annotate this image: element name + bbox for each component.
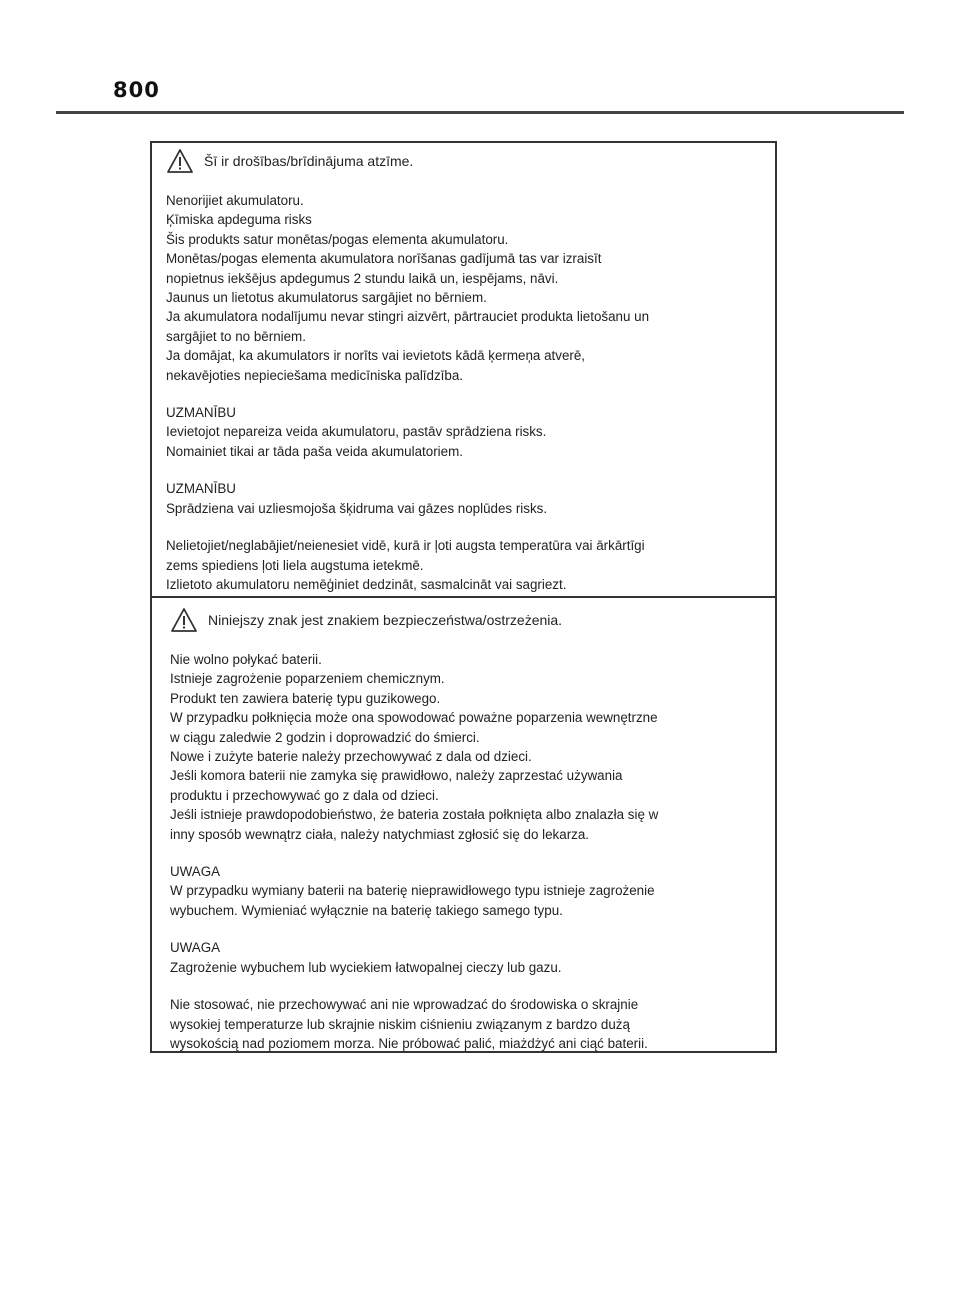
text-line: Ķīmiska apdeguma risks — [166, 212, 312, 228]
text-line: nopietnus iekšējus apdegumus 2 stundu laikā un, iespējams, nāvi. — [166, 270, 559, 286]
text-line: Nowe i zużyte baterie należy przechowywać z dala od dzieci. — [170, 749, 532, 765]
text-line: UZMANĪBU — [166, 405, 236, 421]
warning-section-polish — [152, 598, 775, 1051]
text-line: Jaunus un lietotus akumulatorus sargājiet no bērniem. — [166, 290, 487, 306]
caution-paragraph — [170, 938, 769, 977]
text-line: inny sposób wewnątrz ciała, należy natychmiast zgłosić się do lekarza. — [170, 826, 590, 842]
text-line: Nelietojiet/neglabājiet/neienesiet vidē, kurā ir ļoti augsta temperatūra vai ārkārtīgi — [166, 538, 645, 554]
caution-paragraph — [166, 403, 769, 461]
caution-paragraph — [170, 862, 769, 920]
section-heading: Niniejszy znak jest znakiem bezpieczeństwa/ostrzeżenia. — [208, 612, 563, 628]
text-line: Nenorijiet akumulatoru. — [166, 193, 304, 208]
warning-triangle-icon — [170, 607, 198, 633]
text-line: Izlietoto akumulatoru nemēģiniet dedzināt, sasmalcināt vai sagriezt. — [166, 576, 567, 592]
warning-triangle-icon — [166, 148, 194, 174]
text-line: w ciągu zaledwie 2 godzin i doprowadzić do śmierci. — [170, 729, 480, 745]
text-line: wysokością nad poziomem morza. Nie próbować palić, miażdżyć ani ciąć baterii. — [170, 1035, 648, 1051]
text-line: Ja akumulatora nodalījumu nevar stingri aizvērt, pārtrauciet produkta lietošanu un — [166, 309, 650, 325]
usage-paragraph — [170, 995, 769, 1053]
caution-paragraph — [166, 479, 769, 518]
text-line: wybuchem. Wymieniać wyłącznie na baterię takiego samego typu. — [170, 902, 563, 918]
text-line: Nie stosować, nie przechowywać ani nie wprowadzać do środowiska o skrajnie — [170, 997, 639, 1013]
warning-paragraph — [170, 650, 769, 844]
text-line: W przypadku połknięcia może ona spowodować poważne poparzenia wewnętrzne — [170, 710, 658, 726]
text-line: sargājiet to no bērniem. — [166, 328, 306, 344]
text-line: UZMANĪBU — [166, 481, 236, 497]
text-line: Sprādziena vai uzliesmojoša šķidruma vai gāzes noplūdes risks. — [166, 500, 548, 516]
usage-paragraph — [166, 536, 769, 594]
battery-warning-box — [150, 141, 777, 1053]
text-line: Produkt ten zawiera baterię typu guzikowego. — [170, 690, 441, 706]
text-line: Nomainiet tikai ar tāda paša veida akumulatoriem. — [166, 443, 463, 459]
section-heading: Šī ir drošības/brīdinājuma atzīme. — [204, 153, 414, 169]
page-number: 800 — [113, 78, 160, 102]
text-line: Monētas/pogas elementa akumulatora norīšanas gadījumā tas var izraisīt — [166, 251, 602, 267]
warning-section-latvian — [152, 143, 775, 598]
text-line: Nie wolno połykać baterii. — [170, 652, 322, 667]
text-line: Istnieje zagrożenie poparzeniem chemicznym. — [170, 671, 445, 687]
text-line: W przypadku wymiany baterii na baterię nieprawidłowego typu istnieje zagrożenie — [170, 883, 655, 899]
text-line: Zagrożenie wybuchem lub wyciekiem łatwopalnej cieczy lub gazu. — [170, 959, 562, 975]
text-line: nekavējoties nepieciešama medicīniska palīdzība. — [166, 367, 463, 383]
warning-paragraph — [166, 191, 769, 385]
text-line: Jeśli istnieje prawdopodobieństwo, że bateria została połknięta albo znalazła się w — [170, 807, 659, 823]
text-line: Šis produkts satur monētas/pogas elementa akumulatoru. — [166, 231, 509, 247]
text-line: Jeśli komora baterii nie zamyka się prawidłowo, należy zaprzestać używania — [170, 768, 623, 784]
section-heading-row — [166, 145, 769, 177]
section-heading-row — [170, 604, 769, 636]
header-rule — [56, 111, 904, 114]
text-line: zems spiediens ļoti liela augstuma ietekmē. — [166, 557, 424, 573]
text-line: UWAGA — [170, 864, 221, 880]
text-line: wysokiej temperaturze lub skrajnie niskim ciśnieniu związanym z bardzo dużą — [170, 1016, 630, 1032]
text-line: Ja domājat, ka akumulators ir norīts vai ievietots kādā ķermeņa atverē, — [166, 348, 586, 364]
text-line: Ievietojot nepareiza veida akumulatoru, pastāv sprādziena risks. — [166, 424, 547, 440]
text-line: produktu i przechowywać go z dala od dzieci. — [170, 787, 439, 803]
text-line: UWAGA — [170, 940, 221, 956]
